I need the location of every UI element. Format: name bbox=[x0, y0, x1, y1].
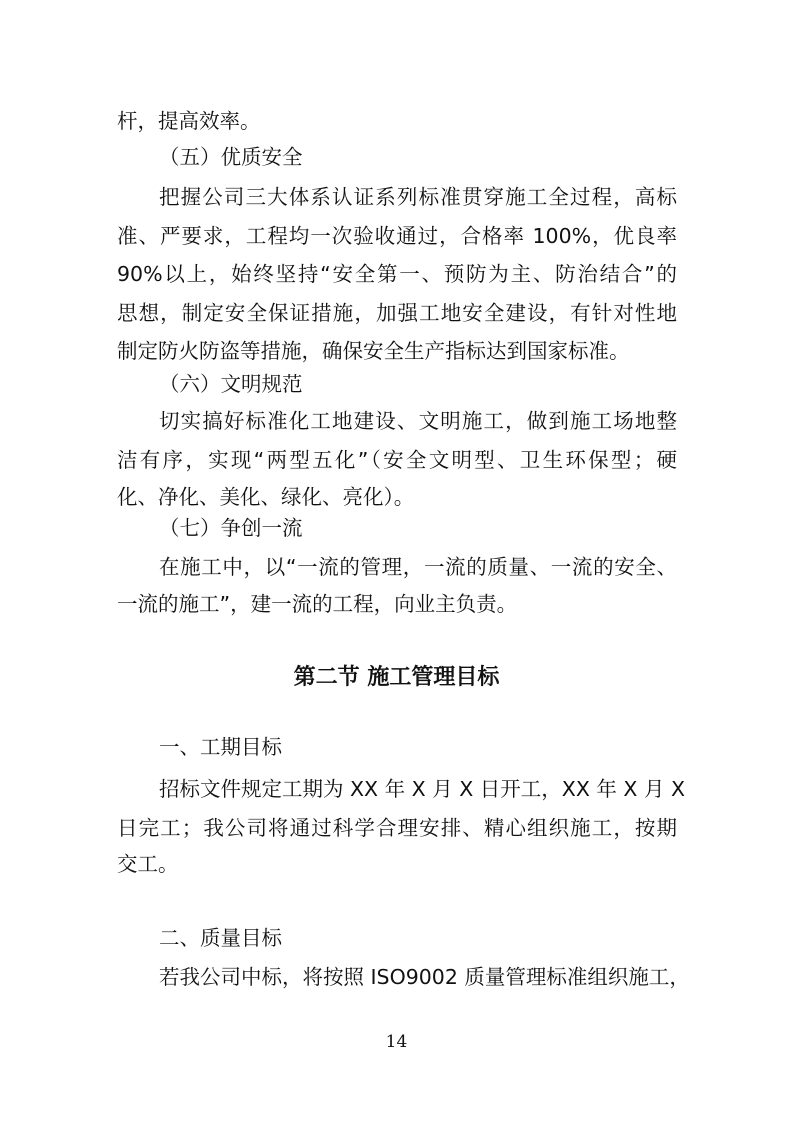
text-line: 一流的施工”，建一流的工程，向业主负责。 bbox=[117, 592, 518, 616]
text-line: 化、净化、美化、绿化、亮化）。 bbox=[117, 485, 415, 509]
text-line: 把握公司三大体系认证系列标准贯穿施工全过程，高标 bbox=[159, 185, 677, 209]
text-line: 交工。 bbox=[117, 852, 179, 876]
text-line: 90%以上，始终坚持“安全第一、预防为主、防治结合”的 bbox=[117, 262, 677, 286]
text-line: 在施工中，以“一流的管理，一流的质量、一流的安全、 bbox=[159, 555, 677, 579]
subheading-quality: 二、质量目标 bbox=[159, 926, 282, 950]
subheading-quality-safety: （五）优质安全 bbox=[159, 145, 303, 169]
subheading-civilized: （六）文明规范 bbox=[159, 372, 303, 396]
subheading-first-class: （七）争创一流 bbox=[159, 516, 303, 540]
text-line: 切实搞好标准化工地建设、文明施工，做到施工场地整 bbox=[159, 409, 677, 433]
text-line: 招标文件规定工期为 XX 年 X 月 X 日开工，XX 年 X 月 X bbox=[159, 777, 686, 801]
text-line: 杆，提高效率。 bbox=[117, 109, 261, 133]
page-number: 14 bbox=[385, 1032, 408, 1052]
text-line: 洁有序，实现“两型五化”（安全文明型、卫生环保型；硬 bbox=[117, 448, 677, 472]
subheading-schedule: 一、工期目标 bbox=[159, 735, 282, 759]
text-line: 制定防火防盗等措施，确保安全生产指标达到国家标准。 bbox=[117, 339, 630, 363]
text-line: 思想，制定安全保证措施，加强工地安全建设，有针对性地 bbox=[117, 301, 677, 325]
text-line: 日完工；我公司将通过科学合理安排、精心组织施工，按期 bbox=[117, 816, 677, 840]
text-line: 若我公司中标，将按照 ISO9002 质量管理标准组织施工， bbox=[159, 965, 690, 989]
section-title: 第二节 施工管理目标 bbox=[293, 665, 500, 690]
text-line: 准、严要求，工程均一次验收通过，合格率 100%，优良率 bbox=[117, 224, 677, 248]
